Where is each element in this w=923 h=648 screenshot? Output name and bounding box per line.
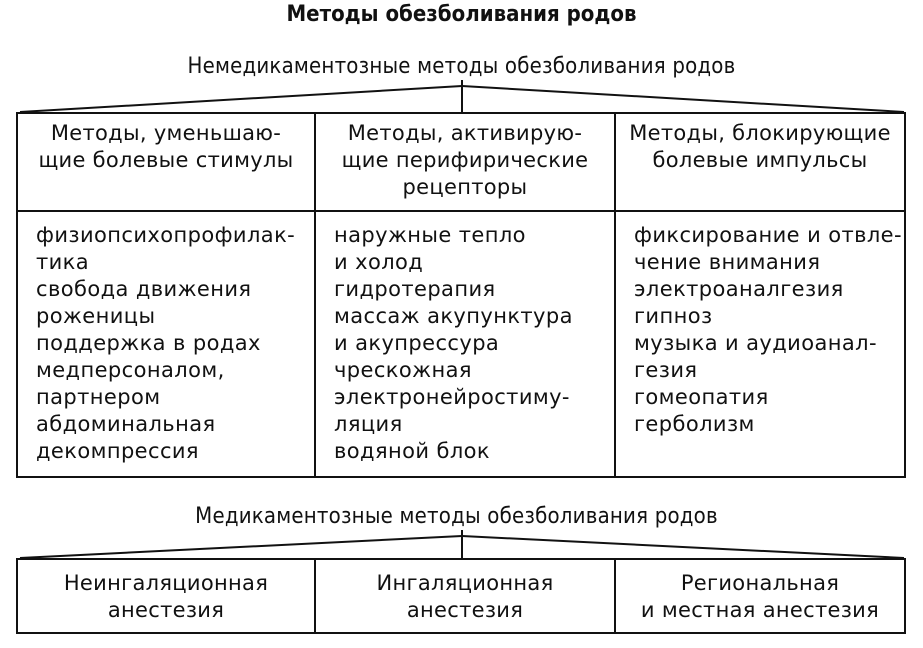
list-item: электроаналгезия [634, 277, 844, 301]
list-item: герболизм [634, 412, 755, 436]
list-item: и холод [334, 250, 424, 274]
list-item: музыка и аудиоанал- [634, 331, 877, 355]
list-item: и акупрессура [334, 331, 500, 355]
connector-right-bottom [462, 536, 904, 558]
cell-regional-local-anesthesia: Региональная и местная анестезия [640, 571, 880, 622]
connector-left-bottom [20, 536, 462, 558]
list-item: чрескожная [334, 358, 472, 382]
list-item: роженицы [36, 304, 156, 328]
list-item: массаж акупунктура [334, 304, 573, 328]
connector-right-top [462, 86, 904, 112]
diagram-title: Методы обезболивания родов [286, 2, 637, 27]
list-item: гидротерапия [334, 277, 496, 301]
non-medical-table [16, 112, 906, 478]
list-item: наружные тепло [334, 223, 526, 247]
medical-table [16, 558, 906, 634]
list-item: фиксирование и отвле- [634, 223, 902, 247]
list-item: физиопсихопрофилак- [36, 223, 296, 247]
list-item: абдоминальная [36, 412, 216, 436]
list-item: гипноз [634, 304, 713, 328]
column-items-activate-receptors [316, 212, 614, 465]
list-item: ляция [334, 412, 403, 436]
column-items-reduce-stimuli [18, 212, 314, 465]
list-item: поддержка в родах [36, 331, 261, 355]
list-item: электронейростиму- [334, 385, 570, 409]
list-item: медперсоналом, [36, 358, 225, 382]
list-item: декомпрессия [36, 439, 199, 463]
cell-non-inhalation-anesthesia: Неингаляционная анестезия [63, 571, 269, 622]
list-item: партнером [36, 385, 161, 409]
connector-left-top [20, 86, 462, 112]
medical-heading: Медикаментозные методы обезболивания родов [195, 504, 718, 529]
column-header-block-impulses: Методы, блокирующие болевые импульсы [629, 121, 891, 172]
list-item: свобода движения [36, 277, 252, 301]
list-item: тика [36, 250, 90, 274]
column-header-activate-receptors: Методы, активирую- щие перифирические рецепторы [341, 121, 589, 199]
cell-inhalation-anesthesia: Ингаляционная анестезия [376, 571, 554, 622]
list-item: гезия [634, 358, 698, 382]
list-item: гомеопатия [634, 385, 769, 409]
column-items-block-impulses [616, 212, 904, 438]
list-item: водяной блок [334, 439, 490, 463]
column-header-reduce-stimuli: Методы, уменьшаю- щие болевые стимулы [38, 121, 294, 172]
non-medical-heading: Немедикаментозные методы обезболивания родов [187, 54, 736, 79]
list-item: чение внимания [634, 250, 821, 274]
